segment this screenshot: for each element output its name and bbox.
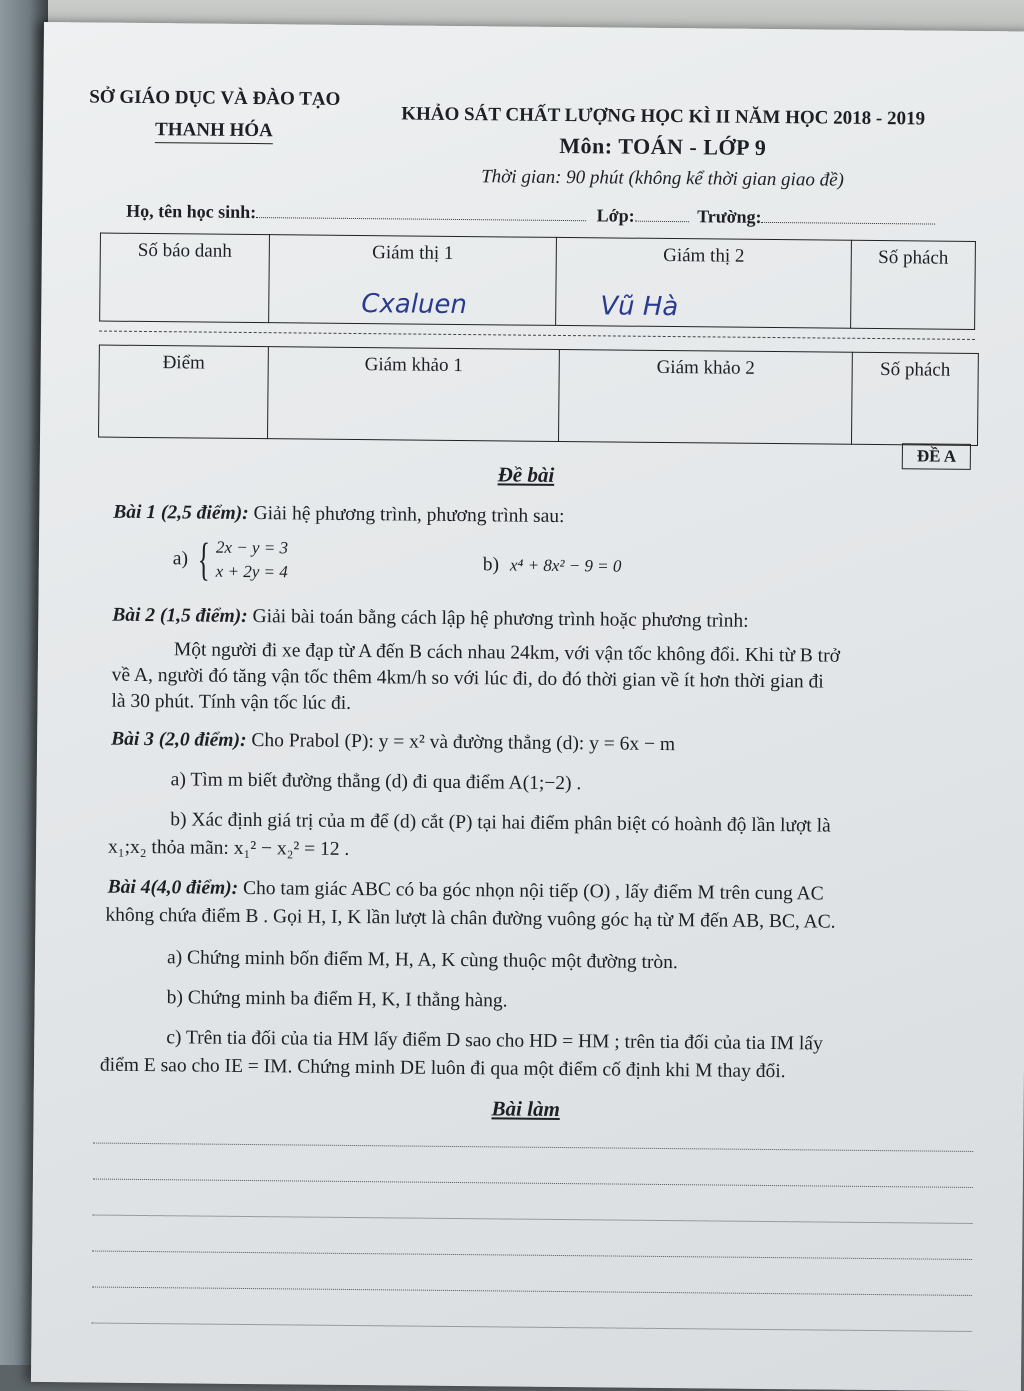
bai1-a-eq2: x + 2y = 4 — [215, 561, 288, 582]
exam-duration: Thời gian: 90 phút (không kể thời gian giao đề) — [481, 166, 844, 191]
brace-icon: { — [197, 533, 211, 585]
student-class-field[interactable] — [635, 207, 689, 223]
answer-line[interactable] — [93, 1179, 973, 1188]
bai3-text: Cho Prabol (P): y = x² và đường thẳng (d): y = 6x − m — [246, 729, 676, 756]
bai4-part-a: a) Chứng minh bốn điểm M, H, A, K cùng thuộc một đường tròn. — [166, 947, 678, 974]
bai4-text: Cho tam giác ABC có ba góc nhọn nội tiếp (O) , lấy điểm M trên cung AC — [238, 877, 824, 905]
bai2-line1: Một người đi xe đạp từ A đến B cách nhau 24km, với vận tốc không đổi. Khi từ B trở — [173, 639, 841, 667]
de-bai-title: Đề bài — [497, 462, 555, 487]
bai4-line2: không chứa điểm B . Gọi H, I, K lần lượt là chân đường vuông góc hạ từ M đến AB, BC, AC. — [105, 904, 836, 933]
exam-subject: Môn: TOÁN - LỚP 9 — [559, 132, 767, 160]
grader-table-header: Giám khảo 2 — [558, 349, 852, 444]
bai2-label: Bài 2 (1,5 điểm): — [112, 604, 248, 627]
student-name-label: Họ, tên học sinh: — [126, 200, 257, 223]
bai4-part-c-line2: điểm E sao cho IE = IM. Chứng minh DE luôn đi qua một điểm cố định khi M thay đổi. — [99, 1054, 786, 1083]
bai4-label: Bài 4(4,0 điểm): — [107, 876, 239, 899]
bai3-label: Bài 3 (2,0 điểm): — [111, 728, 247, 751]
answer-line[interactable] — [93, 1215, 973, 1224]
student-school-field[interactable] — [762, 208, 936, 225]
student-info-row — [126, 201, 936, 230]
proctor-table-header: Giám thị 1 — [372, 242, 454, 264]
proctor-table — [99, 233, 976, 330]
bai1-b-label: b) — [482, 554, 500, 576]
bai2-line3: là 30 phút. Tính vận tốc lúc đi. — [111, 690, 352, 714]
bai4-heading — [108, 875, 824, 908]
proctor-signature-2: Vũ Hà — [600, 291, 679, 323]
department-line2: THANH HÓA — [155, 119, 273, 144]
department-line1: SỞ GIÁO DỤC VÀ ĐÀO TẠO — [89, 86, 341, 110]
proctor-table-cell — [556, 237, 852, 328]
bai3-heading — [111, 727, 675, 758]
bai1-part-b — [483, 552, 622, 579]
proctor-signature-1: Cxaluen — [361, 289, 468, 321]
grader-table — [98, 345, 979, 446]
exam-header — [377, 103, 948, 192]
grader-table-header: Điểm — [99, 345, 269, 439]
cut-line — [99, 331, 975, 340]
student-class-label: Lớp: — [596, 205, 635, 226]
answer-line[interactable] — [92, 1287, 972, 1296]
grader-table-header: Giám khảo 1 — [268, 347, 560, 442]
bai1-label: Bài 1 (2,5 điểm): — [113, 501, 249, 524]
bai3-part-b-line1: b) Xác định giá trị của m để (d) cắt (P) tại hai điểm phân biệt có hoành độ lần lượt là — [170, 809, 831, 837]
bai4-part-b: b) Chứng minh ba điểm H, K, I thẳng hàng. — [166, 987, 508, 1012]
bai4-part-c-line1: c) Trên tia đối của tia HM lấy điểm D sao cho HD = HM ; trên tia đối của tia IM lấy — [166, 1027, 823, 1055]
bai2-line2: về A, người đó tăng vận tốc thêm 4km/h so với lúc đi, do đó thời gian về ít hơn thời gian đi — [111, 664, 824, 693]
proctor-table-header: Số báo danh — [100, 233, 270, 323]
bai1-b-equation: x⁴ + 8x² − 9 = 0 — [509, 555, 622, 576]
exam-paper — [31, 22, 1024, 1391]
student-school-label: Trường: — [697, 206, 762, 227]
bai2-heading — [112, 603, 749, 635]
bai1-heading — [113, 500, 564, 530]
bai-lam-title: Bài làm — [491, 1096, 560, 1122]
proctor-table-header: Số phách — [851, 240, 976, 329]
exam-title: KHẢO SÁT CHẤT LƯỢNG HỌC KÌ II NĂM HỌC 2018 - 2019 — [401, 103, 926, 130]
bai1-text: Giải hệ phương trình, phương trình sau: — [248, 502, 565, 528]
grader-table-header: Số phách — [851, 352, 978, 445]
equation-system — [216, 536, 289, 585]
proctor-table-cell — [269, 235, 557, 326]
exam-code: ĐỀ A — [902, 443, 971, 470]
bai1-a-label: a) — [172, 548, 189, 570]
department-header — [89, 86, 340, 144]
proctor-table-header: Giám thị 2 — [663, 244, 745, 267]
bai3-part-b-line2: x₁;x₂ thỏa mãn: x₁² − x₂² = 12 . — [107, 836, 350, 860]
student-name-field[interactable] — [256, 203, 586, 221]
answer-line[interactable] — [92, 1323, 972, 1332]
answer-line[interactable] — [93, 1143, 973, 1152]
bai1-part-a — [173, 535, 289, 584]
bai3-part-a: a) Tìm m biết đường thẳng (d) đi qua điểm A(1;−2) . — [170, 769, 582, 795]
bai1-a-eq1: 2x − y = 3 — [215, 537, 289, 558]
bai2-text: Giải bài toán bằng cách lập hệ phương trình hoặc phương trình: — [247, 605, 749, 632]
answer-line[interactable] — [92, 1251, 972, 1260]
